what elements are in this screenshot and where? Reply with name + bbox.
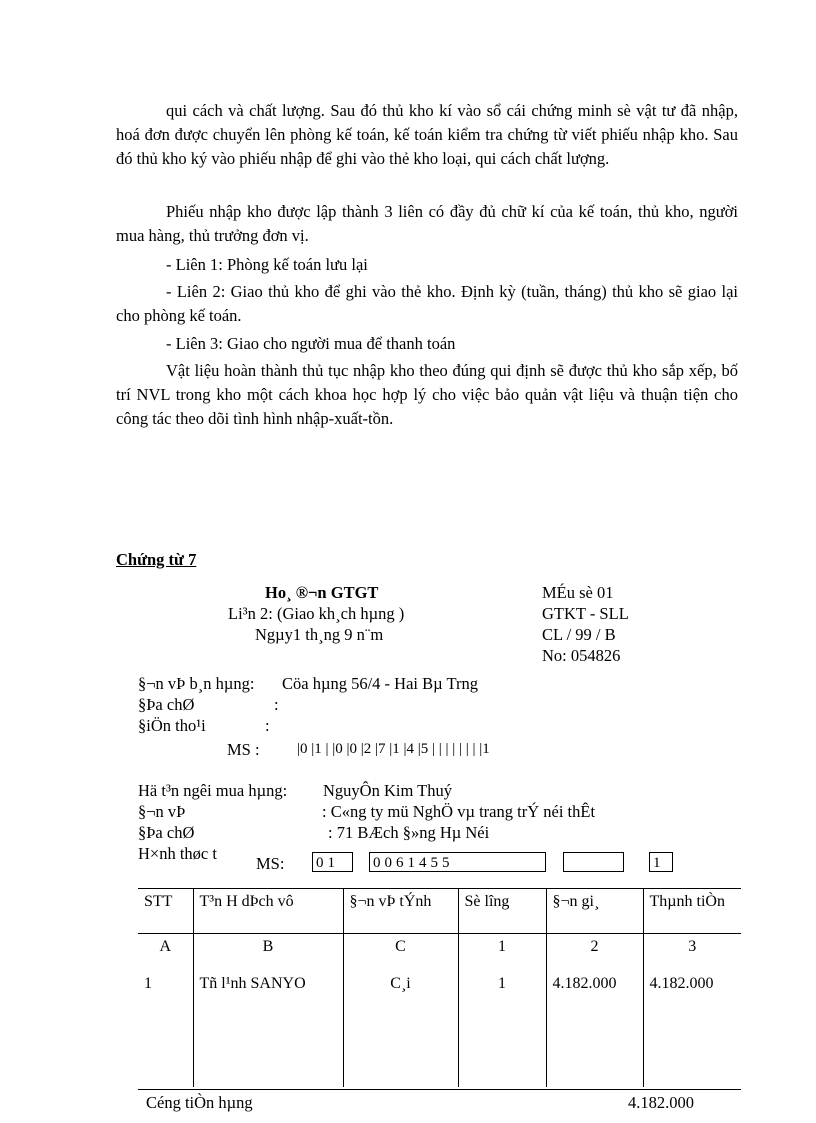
col-header-name: T³n H dÞch vô [193, 889, 343, 934]
col-label-1: 1 [458, 934, 546, 967]
col-header-quantity: Sè lîng [458, 889, 546, 934]
col-header-amount: Thµnh tiÒn [643, 889, 741, 934]
bullet-lien-1: - Liên 1: Phòng kế toán lưu lại [166, 255, 368, 274]
col-label-c: C [343, 934, 458, 967]
goods-table [138, 888, 741, 1087]
invoice-copy: Li³n 2: (Giao kh¸ch hµng ) [228, 604, 405, 623]
seller-ms-digits: |0 |1 | |0 |0 |2 |7 |1 |4 |5 | | | | | | | |1 [297, 741, 490, 757]
seller-phone-label: §iÖn tho¹i [138, 716, 206, 735]
seller-phone-colon: : [265, 716, 270, 735]
col-header-stt: STT [138, 889, 193, 934]
cell-amount: 4.182.000 [643, 966, 741, 1087]
table-label-row [138, 934, 741, 967]
invoice-date: Ngµy1 th¸ng 9 n¨m [255, 625, 384, 644]
col-label-b: B [193, 934, 343, 967]
form-code: GTKT - SLL [542, 604, 629, 623]
paragraph-3: Vật liệu hoàn thành thủ tục nhập kho theo đúng qui định sẽ được thủ kho sắp xếp, bố trí NVL trong kho một cách khoa học hợp lý cho việc bảo quản vật liệu và thuận tiện cho công tác theo dõi tình hình nhập-xuất-tồn. [116, 361, 738, 428]
bullet-lien-2: - Liên 2: Giao thủ kho để ghi vào thẻ kho. Định kỳ (tuần, tháng) thủ kho sẽ giao lại cho phòng kế toán. [116, 282, 738, 325]
buyer-ms-blank-group [563, 852, 624, 872]
buyer-name-label: Hä t³n ngêi mua hµng: [138, 781, 288, 800]
seller-ms-label: MS : [227, 740, 260, 759]
total-value: 4.182.000 [628, 1093, 694, 1112]
cell-name: Tñ l¹nh SANYO [193, 966, 343, 1087]
col-header-unit-price: §¬n gi¸ [546, 889, 643, 934]
form-number: MÉu sè 01 [542, 583, 614, 602]
paragraph-1: qui cách và chất lượng. Sau đó thủ kho kí vào sổ cái chứng minh sè vật tư đã nhập, hoá đơn được chuyển lên phòng kế toán, kế toán kiểm tra chứng từ viết phiếu nhập kho. Sau đó thủ kho ký vào phiếu nhập để ghi vào thẻ kho loại, qui cách chất lượng. [116, 101, 738, 168]
cell-stt: 1 [144, 975, 152, 992]
buyer-ms-group-1: 01 [312, 852, 353, 872]
buyer-unit-label: §¬n vÞ [138, 802, 186, 821]
invoice-title: Ho¸ ®¬n GTGT [265, 583, 379, 602]
paragraph-2: Phiếu nhập kho được lập thành 3 liên có đầy đủ chữ kí của kế toán, thủ kho, người mua hàng, thủ trưởng đơn vị. [116, 202, 738, 245]
col-label-a: A [138, 934, 193, 967]
invoice-number: No: 054826 [542, 646, 621, 665]
cell-unit-price: 4.182.000 [546, 966, 643, 1087]
seller-address-colon: : [274, 695, 279, 714]
cell-quantity: 1 [458, 966, 546, 1087]
bullet-lien-3: - Liên 3: Giao cho người mua để thanh toán [166, 334, 456, 353]
voucher-heading: Chứng từ 7 [116, 550, 197, 569]
seller-unit-value: Cöa hµng 56/4 - Hai Bµ Trng [282, 674, 478, 693]
buyer-address-value: : 71 BÆch §»ng Hµ Néi [328, 823, 490, 842]
table-row [138, 966, 741, 1087]
buyer-name-value: NguyÔn Kim Thuý [323, 781, 452, 800]
seller-address-label: §Þa chØ [138, 695, 195, 714]
invoice-series: CL / 99 / B [542, 625, 616, 644]
buyer-address-label: §Þa chØ [138, 823, 195, 842]
total-divider [138, 1089, 741, 1090]
cell-unit: C¸i [343, 966, 458, 1087]
table-header-row [138, 889, 741, 934]
buyer-ms-last: 1 [649, 852, 673, 872]
buyer-ms-group-2: 0061455 [369, 852, 546, 872]
col-label-3: 3 [643, 934, 741, 967]
total-label: Céng tiÒn hµng [146, 1093, 253, 1112]
buyer-unit-value: : C«ng ty mü NghÖ vµ trang trÝ néi thÊt [322, 802, 596, 821]
buyer-ms-label: MS: [256, 854, 285, 873]
col-label-2: 2 [546, 934, 643, 967]
col-header-unit: §¬n vÞ tÝnh [343, 889, 458, 934]
seller-unit-label: §¬n vÞ b¸n hµng: [138, 674, 255, 693]
payment-method-label: H×nh thøc t [138, 844, 217, 863]
